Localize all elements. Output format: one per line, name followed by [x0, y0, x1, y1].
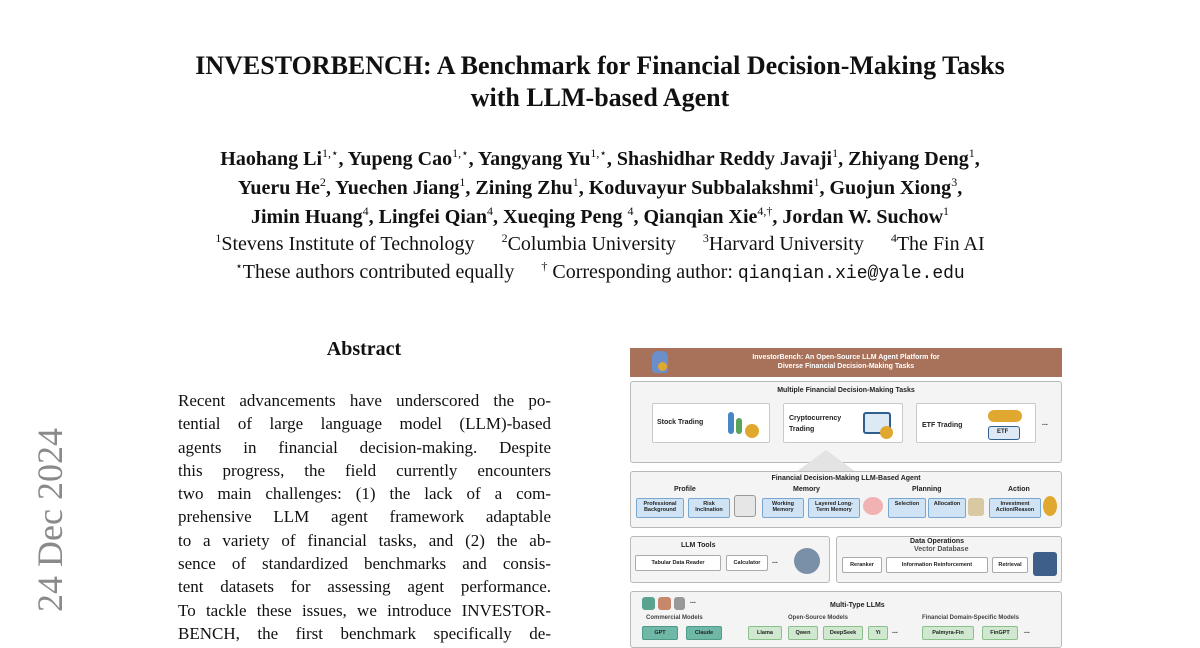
coins-icon [988, 410, 1022, 422]
dollar-coin-icon [745, 424, 759, 438]
coin-icon [658, 362, 667, 371]
abstract-line: BENCH, the first benchmark specifically de- [178, 623, 551, 643]
abstract-line: To tackle these issues, we introduce INVESTOR- [178, 600, 551, 620]
action-item: Investment Action/Reason [989, 498, 1041, 518]
title-line-2: with LLM-based Agent [470, 83, 730, 112]
brain-icon [863, 497, 883, 515]
abstract-line: this progress, the field currently encounters [178, 460, 551, 480]
affiliation: The Fin AI [896, 233, 985, 255]
bar-chart-icon [728, 412, 734, 434]
arrow-up-icon [796, 450, 856, 472]
email-link[interactable]: qianqian.xie@yale.edu [737, 264, 965, 284]
equal-contribution-note: These authors contributed equally [242, 261, 515, 283]
author-line-3: Jimin Huang$^4$, Lingfei Qian$^4$, Xueqing Peng $^4$, Qianqian Xie$^{4,\dagger}$, Jordan W. Suchow$^1$ [250, 204, 950, 228]
author: Yupeng Cao [347, 148, 453, 170]
gear-icon [794, 548, 820, 574]
open-model: Llama [748, 626, 782, 640]
author: Yuechen Jiang [335, 177, 460, 199]
profile-item: Risk Inclination [688, 498, 730, 518]
fin-model: FinGPT [982, 626, 1018, 640]
author: Guojun Xiong [829, 177, 952, 199]
planning-icon [968, 498, 984, 516]
affiliation: Stevens Institute of Technology [221, 233, 475, 255]
abstract-line: to a variety of financial tasks, and (2) the ab- [178, 530, 551, 550]
author-list [0, 145, 1200, 232]
framework-figure: InvestorBench: An Open-Source LLM Agent Platform for Diverse Financial Decision-Making Tasks Multiple Financial Decision-Making Tasks Stock Trading Cryptocurrency Trading ETF Trading ETF ... Financial Decision-Making LLM-Based Agent Profile Professional Background Risk Inclination Memory Working Memory Layered Long-Term Memory Planning Selection Allocation Action Investment Action/Reason LLM Tools Tabular Data Reader Calculator ... Data Operations Vector Database Reranker Information Reinforcement Retrieval ... Multi-Type LLMs Commercial Models GPT Claude Open-Source Models Llama Qwen DeepSeek Yi ... Financial Domain-Specific Models Palmyra-Fin FinGPT ... [630, 348, 1062, 648]
abstract-line: two main challenges: (1) the lack of a com- [178, 484, 551, 504]
data-op-item: Retrieval [992, 557, 1028, 573]
author: Jordan W. Suchow [782, 206, 944, 228]
author: Zhiyang Deng [848, 148, 969, 170]
tool-item: Tabular Data Reader [635, 555, 721, 571]
footnote-line: ⋆These authors contributed equally † Corresponding author: qianqian.xie@yale.edu [235, 259, 965, 284]
action-icon [1043, 496, 1057, 516]
commercial-model: Claude [686, 626, 722, 640]
vector-db-title: Vector Database [914, 546, 969, 553]
data-op-item: Reranker [842, 557, 882, 573]
author: Shashidhar Reddy Javaji [616, 148, 833, 170]
abstract-body [178, 389, 551, 645]
figure-header: InvestorBench: An Open-Source LLM Agent Platform for Diverse Financial Decision-Making Tasks [630, 348, 1062, 377]
bitcoin-icon [880, 426, 893, 439]
open-model: DeepSeek [823, 626, 863, 640]
data-ops-title: Data Operations [910, 538, 965, 545]
openai-icon [642, 597, 655, 610]
agent-title: Financial Decision-Making LLM-Based Agent [771, 475, 921, 482]
affiliation: Harvard University [708, 233, 864, 255]
paper-title [0, 50, 1200, 114]
affiliations [0, 230, 1200, 288]
persona-icon [734, 495, 756, 517]
bar-chart-icon [736, 418, 742, 434]
abstract-line: sence of standardized benchmarks and consis- [178, 554, 551, 574]
author-line-2: Yueru He$^2$, Yuechen Jiang$^1$, Zining Zhu$^1$, Koduvayur Subbalakshmi$^1$, Guojun Xiong$^3$, [237, 175, 963, 199]
open-model: Yi [868, 626, 888, 640]
planning-item: Selection [888, 498, 926, 518]
abstract-heading: Abstract [326, 338, 402, 360]
affiliation-line: $^1$Stevens Institute of Technology $^2$Columbia University $^3$Harvard University $^4$The Fin AI [215, 231, 985, 255]
abstract-line: Recent advancements have underscored the po- [178, 391, 551, 410]
arxiv-date: 24 Dec 2024 [30, 428, 70, 612]
abstract-line: agents in financial decision-making. Despite [178, 437, 551, 457]
affiliation: Columbia University [507, 233, 676, 255]
abstract-line: tent datasets for assessing agent performance. [178, 577, 551, 597]
anthropic-icon [658, 597, 671, 610]
robot-icon [674, 597, 685, 610]
author: Zining Zhu [475, 177, 573, 199]
author: Qianqian Xie [643, 206, 758, 228]
fin-model: Palmyra-Fin [922, 626, 974, 640]
profile-item: Professional Background [636, 498, 684, 518]
memory-item: Working Memory [762, 498, 804, 518]
tools-title: LLM Tools [681, 542, 716, 549]
llms-title: Multi-Type LLMs [830, 602, 885, 609]
memory-item: Layered Long-Term Memory [808, 498, 860, 518]
author: Haohang Li [220, 148, 322, 170]
author: Koduvayur Subbalakshmi [588, 177, 814, 199]
tool-item: Calculator [726, 555, 768, 571]
author: Lingfei Qian [378, 206, 488, 228]
abstract-line: tential of large language model (LLM)-based [178, 414, 551, 434]
title-line-1: INVESTORBENCH: A Benchmark for Financial Decision-Making Tasks [195, 51, 1005, 80]
open-model: Qwen [788, 626, 818, 640]
database-icon [1033, 552, 1057, 576]
arxiv-stamp [30, 415, 70, 625]
author: Jimin Huang [250, 206, 363, 228]
tasks-title: Multiple Financial Decision-Making Tasks [777, 387, 915, 394]
corresponding-note: Corresponding author: [552, 261, 733, 283]
author: Yangyang Yu [477, 148, 591, 170]
data-op-item: Information Reinforcement [886, 557, 988, 573]
author: Xueqing Peng [503, 206, 623, 228]
commercial-model: GPT [642, 626, 678, 640]
author-line-1: Haohang $Li^{1,⋆}$, Yupeng Cao$^{1,⋆}$, Yangyang $Yu^{1,⋆}$, Shashidhar Reddy Javaji$^1$, Zhiyang Deng$^1$, [220, 146, 980, 170]
abstract-line: prehensive LLM agent framework adaptable [178, 507, 551, 527]
planning-item: Allocation [928, 498, 966, 518]
author: Yueru He [237, 177, 320, 199]
